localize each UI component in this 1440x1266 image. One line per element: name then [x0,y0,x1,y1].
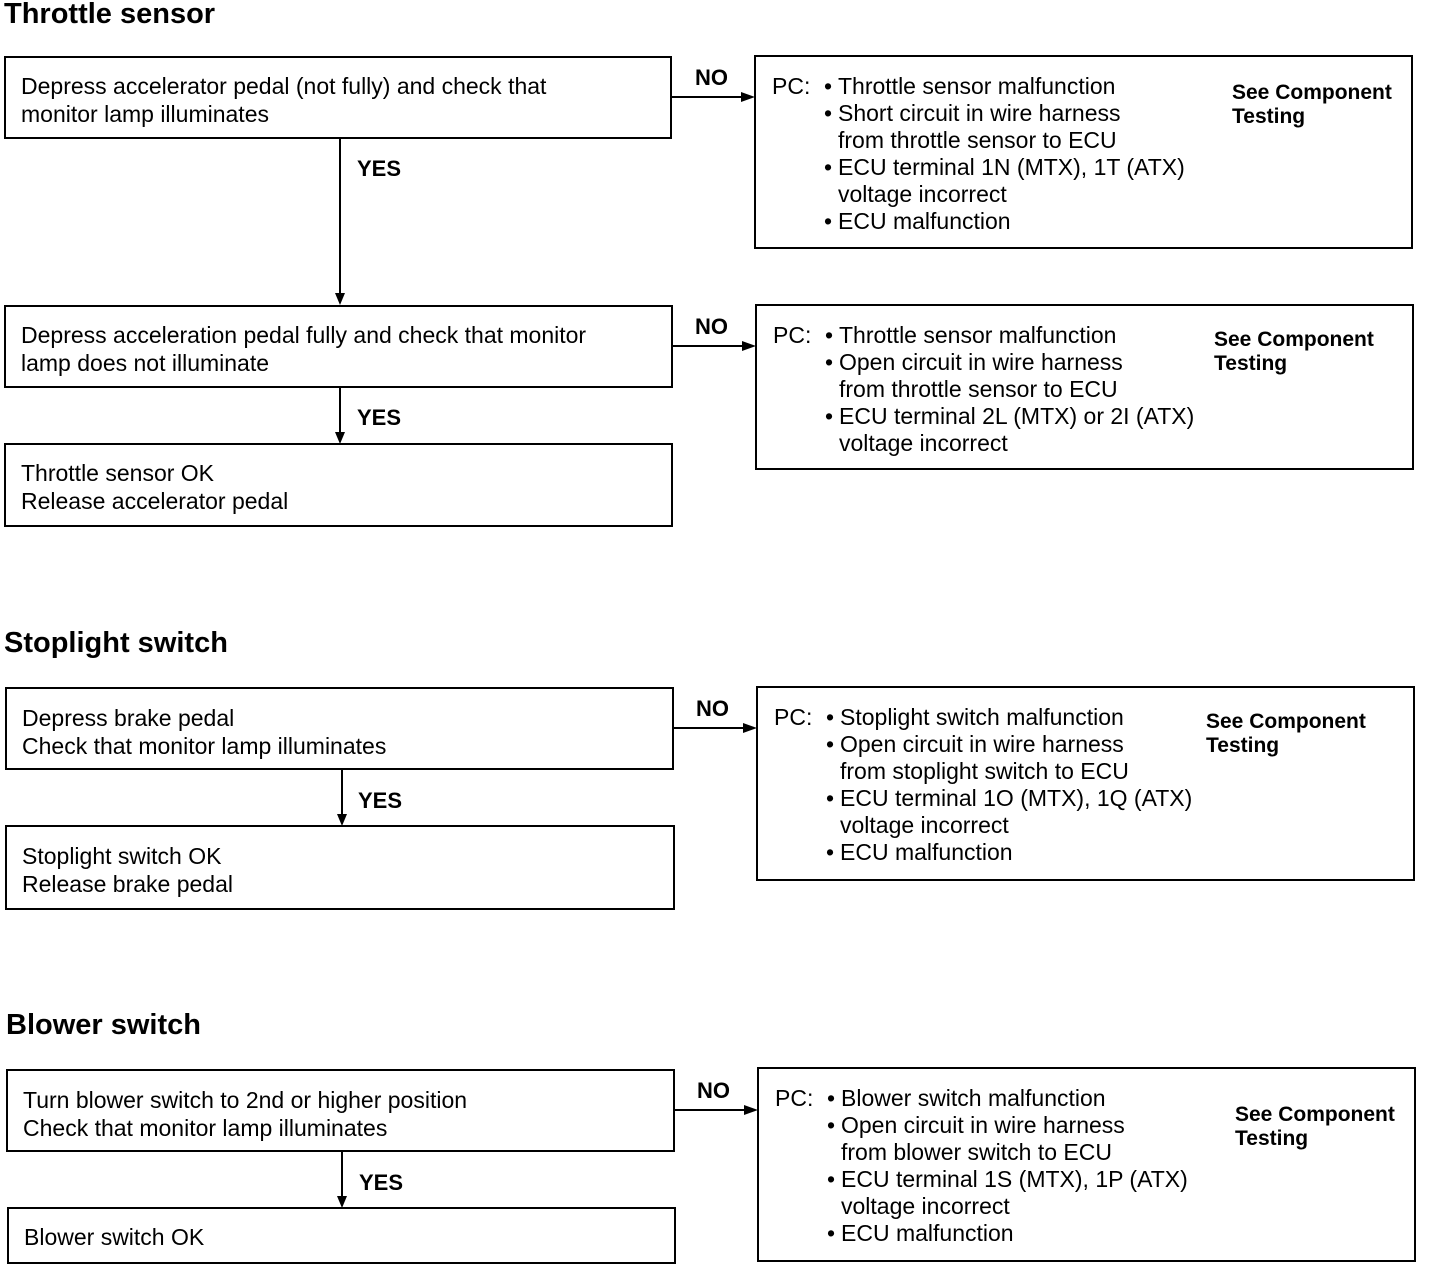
step-line: Depress acceleration pedal fully and check that monitor [21,322,587,348]
step-text [21,72,546,128]
step-text [24,1223,204,1251]
cause-item: • Blower switch malfunction [827,1085,1188,1112]
no-label: NO [695,314,728,339]
pc-prefix: PC: [775,1085,814,1111]
step-line: Stoplight switch OK [22,843,222,869]
cause-item: • ECU malfunction [824,208,1185,235]
yes-label: YES [357,156,402,181]
yes-label: YES [359,1170,404,1195]
yes-label: YES [357,405,402,430]
yes-arrow-icon [335,293,345,305]
step-box-blower-1 [6,1069,675,1152]
step-line: Check that monitor lamp illuminates [23,1115,388,1141]
see-component-note: See Component Testing [1214,328,1374,375]
no-connector-line [673,345,743,347]
pc-prefix: PC: [772,73,811,99]
yes-connector-line [341,770,343,815]
no-arrow-icon [744,1105,758,1115]
step-text [23,1086,467,1142]
step-text [22,842,233,898]
cause-item: • ECU terminal 1S (MTX), 1P (ATX) voltage incorrect [827,1166,1188,1220]
yes-connector-line [341,1152,343,1197]
result-box-stoplight [756,686,1415,881]
yes-label: YES [358,788,403,813]
step-text [22,704,386,760]
cause-item: • Short circuit in wire harness from throttle sensor to ECU [824,100,1185,154]
step-line: monitor lamp illuminates [21,101,269,127]
cause-item: • Stoplight switch malfunction [826,704,1192,731]
step-box-throttle-1 [4,56,672,139]
see-component-note: See Component Testing [1235,1103,1395,1150]
step-box-throttle-2 [4,305,673,388]
no-arrow-icon [743,723,757,733]
step-line: Depress brake pedal [22,705,235,731]
result-box-throttle-1 [754,55,1413,249]
yes-connector-line [339,388,341,433]
section-title-throttle-sensor: Throttle sensor [4,0,216,30]
cause-list [825,322,1194,457]
cause-item: • Throttle sensor malfunction [824,73,1185,100]
no-arrow-icon [741,92,755,102]
step-box-throttle-ok [4,443,673,527]
cause-item: • Throttle sensor malfunction [825,322,1194,349]
step-line: Release accelerator pedal [21,488,289,514]
no-connector-line [672,96,742,98]
no-connector-line [675,1109,745,1111]
see-component-note: See Component Testing [1232,81,1392,128]
pc-prefix: PC: [774,704,813,730]
step-line: Turn blower switch to 2nd or higher position [23,1087,468,1113]
no-label: NO [695,65,728,90]
cause-list [826,704,1192,866]
no-label: NO [697,1078,730,1103]
no-arrow-icon [742,341,756,351]
cause-item: • ECU terminal 1O (MTX), 1Q (ATX) voltage incorrect [826,785,1192,839]
cause-item: • ECU terminal 1N (MTX), 1T (ATX) voltage incorrect [824,154,1185,208]
step-box-blower-ok [7,1207,676,1264]
cause-item: • Open circuit in wire harness from blower switch to ECU [827,1112,1188,1166]
cause-item: • ECU terminal 2L (MTX) or 2I (ATX) voltage incorrect [825,403,1194,457]
result-box-throttle-2 [755,304,1414,470]
step-text [21,459,288,515]
cause-list [827,1085,1188,1247]
cause-item: • Open circuit in wire harness from stoplight switch to ECU [826,731,1192,785]
section-title-stoplight-switch: Stoplight switch [4,627,228,659]
pc-prefix: PC: [773,322,812,348]
step-text [21,321,586,377]
see-component-note: See Component Testing [1206,710,1366,757]
step-line: Release brake pedal [22,871,233,897]
step-line: Check that monitor lamp illuminates [22,733,387,759]
cause-item: • ECU malfunction [826,839,1192,866]
step-line: Blower switch OK [24,1224,205,1250]
yes-connector-line [339,139,341,294]
no-connector-line [674,727,744,729]
no-label: NO [696,696,729,721]
step-box-stoplight-ok [5,825,675,910]
result-box-blower [757,1067,1416,1262]
cause-item: • Open circuit in wire harness from throttle sensor to ECU [825,349,1194,403]
cause-list [824,73,1185,235]
step-line: lamp does not illuminate [21,350,270,376]
step-line: Depress accelerator pedal (not fully) and check that [21,73,547,99]
step-line: Throttle sensor OK [21,460,215,486]
section-title-blower-switch: Blower switch [6,1009,201,1041]
cause-item: • ECU malfunction [827,1220,1188,1247]
step-box-stoplight-1 [5,687,674,770]
